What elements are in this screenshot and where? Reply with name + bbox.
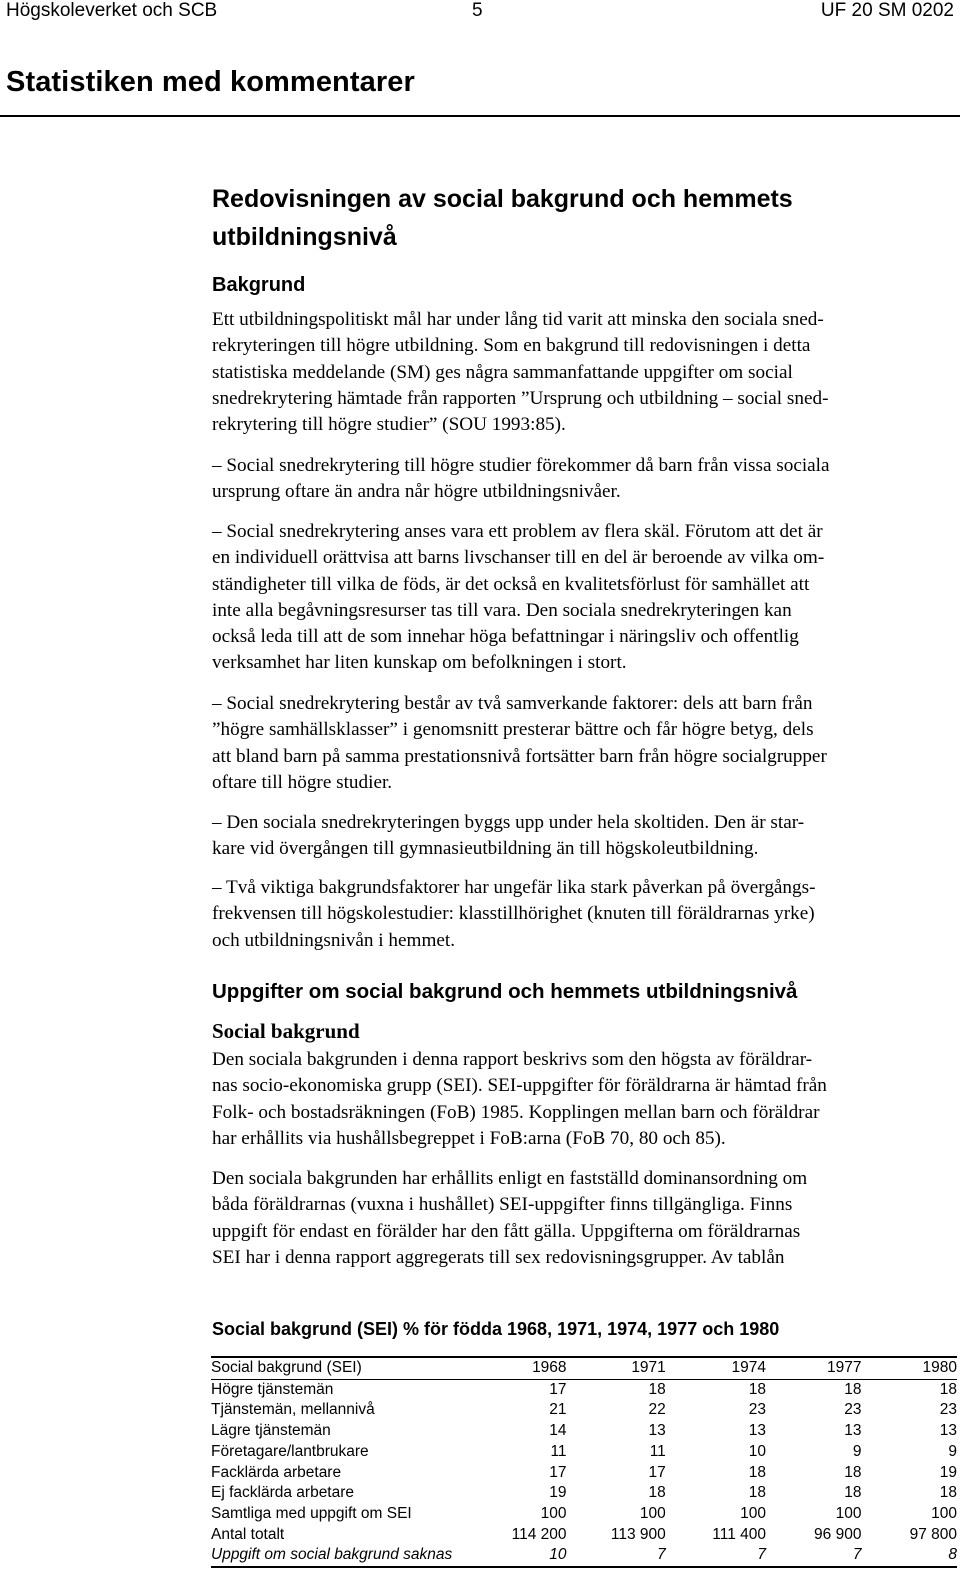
- paragraph-bullet-4: [212, 810, 954, 863]
- title-rule: [0, 115, 960, 117]
- row-label: Facklärda arbetare: [211, 1463, 342, 1481]
- table-cell: 96 900: [814, 1525, 862, 1543]
- text-line: – Den sociala snedrekryteringen byggs upp under hela skoltiden. Den är star-: [212, 812, 805, 833]
- table-cell: 13: [748, 1422, 766, 1440]
- section-heading-2-text: Uppgifter om social bakgrund och hemmets utbildningsnivå: [212, 980, 798, 1003]
- table-row: [211, 1421, 957, 1442]
- row-label: Ej facklärda arbetare: [211, 1484, 355, 1502]
- table-cell: 18: [648, 1380, 666, 1398]
- table-row: [211, 1504, 957, 1525]
- table-cell: 18: [939, 1380, 957, 1398]
- text-line: – Social snedrekrytering består av två samverkande faktorer: dels att barn från: [212, 693, 813, 714]
- table-cell: 17: [648, 1463, 666, 1481]
- table-cell: 19: [939, 1463, 957, 1481]
- text-line: inte alla begåvningsresurser tas till vara. Den sociala snedrekryteringen kan: [212, 599, 792, 621]
- text-line: nas socio-ekonomiska grupp (SEI). SEI-uppgifter för föräldrarna är hämtad från: [212, 1075, 827, 1097]
- row-label: Tjänstemän, mellannivå: [211, 1401, 375, 1419]
- table-cell: 9: [852, 1442, 862, 1460]
- section-heading-2: [212, 980, 954, 1004]
- table-cell: 7: [666, 1545, 766, 1567]
- table-cell: 19: [549, 1484, 567, 1502]
- table-cell: 8: [861, 1545, 957, 1567]
- table-cell: 10: [748, 1442, 766, 1460]
- table-cell: 18: [748, 1463, 766, 1481]
- subheading-social-bakgrund: [212, 1019, 954, 1044]
- table-cell: 18: [844, 1484, 862, 1502]
- page-header: [0, 0, 960, 24]
- table-cell: 13: [648, 1422, 666, 1440]
- text-line: uppgift för endast en förälder har den fått gälla. Uppgifterna om föräldrarnas: [212, 1220, 801, 1242]
- text-line: rekrytering till högre studier” (SOU 1993:85).: [212, 414, 566, 436]
- table-row: [211, 1483, 957, 1504]
- table-cell: 18: [748, 1484, 766, 1502]
- table-cell: 18: [748, 1380, 766, 1398]
- column-header: 1971: [567, 1357, 666, 1379]
- header-publisher: Högskoleverket och SCB: [6, 0, 218, 21]
- text-line: – Två viktiga bakgrundsfaktorer har ungefär lika stark påverkan på övergångs-: [212, 877, 816, 898]
- table-cell: 97 800: [909, 1525, 957, 1543]
- table-cell: 100: [931, 1504, 957, 1522]
- text-line: båda föräldrarnas (vuxna i hushållet) SEI-uppgifter finns tillgängliga. Finns: [212, 1194, 793, 1216]
- paragraph-bullet-1: [212, 453, 954, 506]
- page-title: Statistiken med kommentarer: [6, 66, 415, 98]
- table-cell: 13: [939, 1422, 957, 1440]
- table-cell: 21: [549, 1401, 567, 1419]
- row-label: Högre tjänstemän: [211, 1380, 334, 1398]
- table-cell: 11: [649, 1442, 666, 1460]
- table-cell: 18: [648, 1484, 666, 1502]
- column-header: 1974: [666, 1357, 766, 1379]
- text-line: rekryteringen till högre utbildning. Som en bakgrund till redovisningen i detta: [212, 335, 811, 357]
- table-cell: 114 200: [511, 1525, 567, 1543]
- table-cell: 100: [835, 1504, 862, 1522]
- table-title: [212, 1319, 954, 1340]
- text-line: – Social snedrekrytering till högre studier förekommer då barn från vissa sociala: [212, 455, 830, 476]
- text-line: att bland barn på samma prestationsnivå fortsätter barn från högre socialgrupper: [212, 745, 827, 767]
- table-cell: 11: [550, 1442, 567, 1460]
- text-line: en individuell orättvisa att barns livschanser till en del är beroende av vilka om-: [212, 547, 825, 569]
- text-line: ständigheter till vilka de föds, är det också en kvalitetsförlust för samhället att: [212, 573, 810, 595]
- paragraph-bullet-3: [212, 691, 954, 796]
- table-cell: 23: [748, 1401, 766, 1419]
- row-label: Företagare/lantbrukare: [211, 1442, 369, 1460]
- text-line: och utbildningsnivån i hemmet.: [212, 929, 456, 951]
- table-cell: 18: [844, 1463, 862, 1481]
- paragraph-sei-1: [212, 1047, 954, 1152]
- table-cell: 100: [639, 1504, 666, 1522]
- table-cell: 17: [549, 1463, 567, 1481]
- table-cell: 23: [939, 1401, 957, 1419]
- text-line: har erhållits via hushållsbegreppet i FoB:arna (FoB 70, 80 och 85).: [212, 1127, 726, 1149]
- table-header-row: [211, 1357, 957, 1379]
- table-cell: 9: [948, 1442, 957, 1460]
- paragraph-bullet-5: [212, 875, 954, 954]
- text-line: Den sociala bakgrunden har erhållits enligt en fastställd dominansordning om: [212, 1168, 808, 1189]
- table-cell: 7: [766, 1545, 861, 1567]
- paragraph-bullet-2: [212, 519, 954, 677]
- table-cell: 23: [844, 1401, 862, 1419]
- text-line: frekvensen till högskolestudier: klasstillhörighet (knuten till föräldrarnas yrke): [212, 903, 815, 925]
- text-line: SEI har i denna rapport aggregerats till sex redovisningsgrupper. Av tablån: [212, 1246, 785, 1268]
- column-header: 1980: [861, 1357, 957, 1379]
- table-cell: 18: [844, 1380, 862, 1398]
- header-report-code: UF 20 SM 0202: [820, 0, 954, 21]
- table-cell: 7: [567, 1545, 666, 1567]
- table-row: [211, 1463, 957, 1484]
- row-label: Uppgift om social bakgrund saknas: [211, 1545, 494, 1567]
- section-heading-line-1: Redovisningen av social bakgrund och hemmets: [212, 185, 793, 213]
- text-line: ursprung oftare än andra når högre utbildningsnivåer.: [212, 481, 621, 503]
- table-row: [211, 1545, 957, 1567]
- paragraph-sei-2: [212, 1166, 954, 1271]
- paragraph-intro: [212, 307, 954, 438]
- table-row: [211, 1442, 957, 1463]
- text-line: Den sociala bakgrunden i denna rapport beskrivs som den högsta av föräldrar-: [212, 1049, 813, 1070]
- table-cell: 22: [648, 1401, 666, 1419]
- table-row: [211, 1525, 957, 1546]
- header-page-number: 5: [472, 0, 483, 21]
- text-line: oftare till högre studier.: [212, 771, 393, 793]
- sei-table: [211, 1356, 957, 1568]
- text-line: ”högre samhällsklasser” i genomsnitt presterar bättre och får högre betyg, dels: [212, 719, 814, 741]
- text-line: snedrekrytering hämtade från rapporten ”Ursprung och utbildning – social sned-: [212, 387, 829, 409]
- table-cell: 18: [939, 1484, 957, 1502]
- table-title-text: Social bakgrund (SEI) % för födda 1968, 1971, 1974, 1977 och 1980: [212, 1319, 780, 1339]
- subheading-bakgrund: [212, 274, 954, 297]
- column-header: 1968: [494, 1357, 567, 1379]
- section-heading-line-2: utbildningsnivå: [212, 223, 397, 251]
- subheading-text: Bakgrund: [212, 274, 306, 296]
- table-cell: 111 400: [712, 1525, 766, 1543]
- text-line: verksamhet har liten kunskap om befolkningen i stort.: [212, 652, 627, 674]
- table-cell: 13: [844, 1422, 862, 1440]
- row-label: Lägre tjänstemän: [211, 1422, 331, 1440]
- text-line: – Social snedrekrytering anses vara ett problem av flera skäl. Förutom att det är: [212, 521, 823, 542]
- row-label: Antal totalt: [211, 1525, 285, 1543]
- table-cell: 100: [740, 1504, 766, 1522]
- subheading-text: Social bakgrund: [212, 1019, 360, 1043]
- section-heading: [212, 180, 954, 256]
- column-header: 1977: [766, 1357, 861, 1379]
- text-line: Ett utbildningspolitiskt mål har under lång tid varit att minska den sociala sned-: [212, 309, 824, 330]
- text-line: kare vid övergången till gymnasieutbildning än till högskoleutbildning.: [212, 838, 759, 860]
- table-cell: 100: [540, 1504, 567, 1522]
- text-line: statistiska meddelande (SM) ges några sammanfattande uppgifter om social: [212, 361, 793, 383]
- table-cell: 113 900: [610, 1525, 666, 1543]
- row-label: Samtliga med uppgift om SEI: [211, 1504, 412, 1522]
- table-row: [211, 1379, 957, 1400]
- table-cell: 14: [549, 1422, 567, 1440]
- table-row: [211, 1400, 957, 1421]
- table-cell: 17: [549, 1380, 567, 1398]
- table-cell: 10: [494, 1545, 567, 1567]
- column-header: Social bakgrund (SEI): [211, 1357, 494, 1379]
- text-line: Folk- och bostadsräkningen (FoB) 1985. Kopplingen mellan barn och föräldrar: [212, 1101, 820, 1123]
- text-line: också leda till att de som innehar höga befattningar i näringsliv och offentlig: [212, 626, 799, 648]
